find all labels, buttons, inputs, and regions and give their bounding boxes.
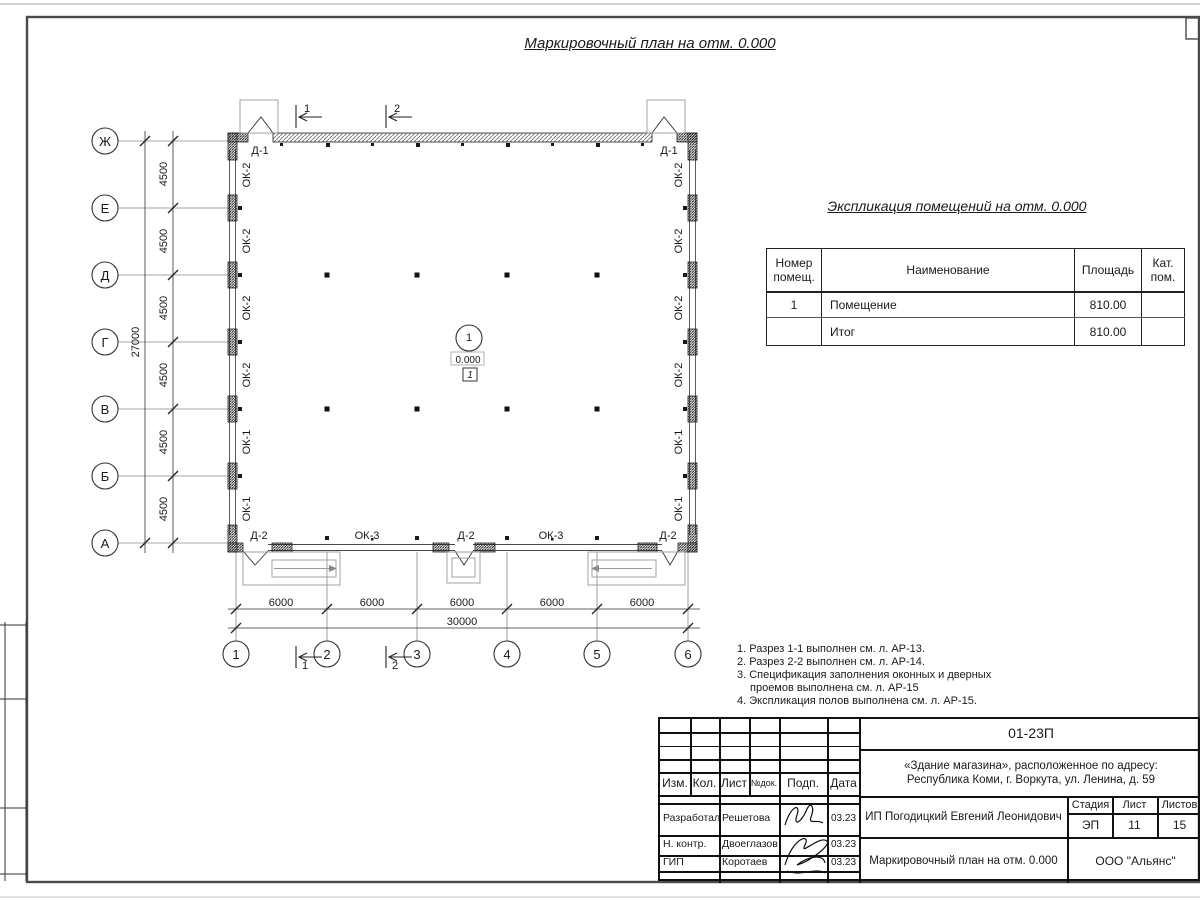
axis-row-label: А <box>100 536 110 551</box>
floor-type-mark: 1 <box>467 370 473 381</box>
signature-strokes <box>779 795 827 883</box>
door-label: Д-1 <box>251 145 269 157</box>
axis-col-label: 5 <box>593 647 601 662</box>
window-label: ОК-1 <box>240 496 253 522</box>
dim-total-label: 27000 <box>129 326 142 358</box>
window-label: ОК-2 <box>240 295 253 321</box>
dim-label: 6000 <box>449 597 475 609</box>
tb-col-izm: Изм. <box>662 776 688 790</box>
axis-col-label: 4 <box>503 647 511 662</box>
door-label: Д-2 <box>659 530 677 542</box>
tb-role: ГИП <box>663 856 684 869</box>
note-line: 3. Спецификация заполнения оконных и дверных <box>737 669 992 681</box>
dim-label: 4500 <box>157 362 170 388</box>
room-name-cell: Итог <box>822 318 1075 346</box>
tb-name: Решетова <box>722 812 771 825</box>
axis-row-label: Б <box>100 469 110 484</box>
dim-label: 6000 <box>539 597 565 609</box>
elevation-mark: 0.000 <box>455 355 481 366</box>
tb-client: ИП Погодицкий Евгений Леонидович <box>865 811 1062 824</box>
table-row <box>767 318 1185 346</box>
axis-col-label: 6 <box>684 647 692 662</box>
tb-date: 03.23 <box>830 856 857 868</box>
note-line: 1. Разрез 1-1 выполнен см. л. АР-13. <box>737 643 925 655</box>
tb-sheets-value: 15 <box>1172 817 1187 832</box>
explication-header-row <box>767 249 1185 293</box>
explication-table <box>766 248 1185 346</box>
section-number: 2 <box>393 103 401 115</box>
note-line: проемов выполнена см. л. АР-15 <box>750 682 919 694</box>
window-label: ОК-2 <box>672 295 685 321</box>
tb-project-line1: «Здание магазина», расположенное по адресу: <box>904 759 1158 772</box>
window-label: ОК-2 <box>240 162 253 188</box>
tb-company: ООО "Альянс" <box>1095 853 1176 868</box>
drawing-notes <box>737 643 991 708</box>
tb-stage-label: Стадия <box>1071 798 1110 811</box>
note-line: 2. Разрез 2-2 выполнен см. л. АР-14. <box>737 656 925 668</box>
tb-col-ndoc: №док. <box>750 777 778 788</box>
explication-header: Номер помещ. <box>767 249 822 293</box>
room-number: 1 <box>465 332 473 344</box>
dim-label: 4500 <box>157 161 170 187</box>
dim-label: 6000 <box>629 597 655 609</box>
note-line: 4. Экспликация полов выполнена см. л. АР-15. <box>737 695 977 707</box>
axis-col-label: 2 <box>323 647 331 662</box>
tb-doc-number: 01-23П <box>1008 725 1054 742</box>
explication-header: Площадь <box>1075 249 1142 293</box>
dim-label: 6000 <box>268 597 294 609</box>
dim-label: 4500 <box>157 228 170 254</box>
room-number-cell <box>767 318 822 346</box>
window-label: ОК-2 <box>240 362 253 388</box>
room-name-cell: Помещение <box>822 292 1075 318</box>
tb-col-podp: Подп. <box>787 776 819 790</box>
tb-sheet-title: Маркировочный план на отм. 0.000 <box>869 854 1058 867</box>
axis-row-label: Ж <box>98 134 111 149</box>
room-cat-cell <box>1142 292 1185 318</box>
tb-name: Двоеглазов <box>722 838 778 851</box>
axis-row-label: Е <box>100 201 110 216</box>
door-label: Д-2 <box>250 530 268 542</box>
axis-col-label: 3 <box>413 647 421 662</box>
dim-label: 4500 <box>157 496 170 522</box>
dim-total-label: 30000 <box>446 616 478 628</box>
window-label: ОК-3 <box>354 530 380 542</box>
axis-col-label: 1 <box>232 647 240 662</box>
col-axes <box>223 552 701 667</box>
window-label: ОК-2 <box>240 228 253 254</box>
tb-role: Н. контр. <box>663 838 707 851</box>
section-number: 1 <box>301 660 309 672</box>
window-label: ОК-1 <box>240 429 253 455</box>
tb-project-line2: Республика Коми, г. Воркута, ул. Ленина, д. 59 <box>906 774 1156 786</box>
dim-label: 4500 <box>157 429 170 455</box>
table-row <box>767 292 1185 318</box>
explication-title: Экспликация помещений на отм. 0.000 <box>827 198 1087 214</box>
door-label: Д-2 <box>457 530 475 542</box>
tb-stage-value: ЭП <box>1081 817 1100 832</box>
axis-row-label: Г <box>101 335 109 350</box>
section-number: 2 <box>391 660 399 672</box>
tb-sheet-label: Лист <box>1122 798 1147 811</box>
dim-label: 6000 <box>359 597 385 609</box>
room-area-cell: 810.00 <box>1075 318 1142 346</box>
tb-name: Коротаев <box>722 856 768 869</box>
section-marks <box>296 105 412 668</box>
axis-row-label: В <box>100 402 110 417</box>
window-label: ОК-3 <box>538 530 564 542</box>
side-stamp <box>0 622 27 881</box>
tb-project <box>860 750 1200 796</box>
room-number-cell: 1 <box>767 292 822 318</box>
room-area-cell: 810.00 <box>1075 292 1142 318</box>
room-cat-cell <box>1142 318 1185 346</box>
tb-date: 03.23 <box>830 812 857 824</box>
window-label: ОК-1 <box>672 429 685 455</box>
title-block <box>658 717 1200 881</box>
window-label: ОК-2 <box>672 362 685 388</box>
section-number: 1 <box>303 103 311 115</box>
tb-sheets-label: Листов <box>1161 798 1198 811</box>
tb-sheet-value: 11 <box>1128 817 1141 832</box>
axis-row-label: Д <box>100 268 110 283</box>
tb-date: 03.23 <box>830 838 857 850</box>
window-label: ОК-2 <box>672 162 685 188</box>
dim-label: 4500 <box>157 295 170 321</box>
ramp-arrows <box>329 565 599 572</box>
explication-header: Наименование <box>822 249 1075 293</box>
tb-col-kol: Кол. <box>692 776 717 790</box>
window-label: ОК-1 <box>672 496 685 522</box>
door-label: Д-1 <box>660 145 678 157</box>
sheet-main-title: Маркировочный план на отм. 0.000 <box>524 35 776 52</box>
explication-header: Кат. пом. <box>1142 249 1185 293</box>
window-label: ОК-2 <box>672 228 685 254</box>
tb-role: Разработал <box>663 812 721 825</box>
tb-col-data: Дата <box>830 776 857 790</box>
tb-col-list: Лист <box>720 776 748 790</box>
